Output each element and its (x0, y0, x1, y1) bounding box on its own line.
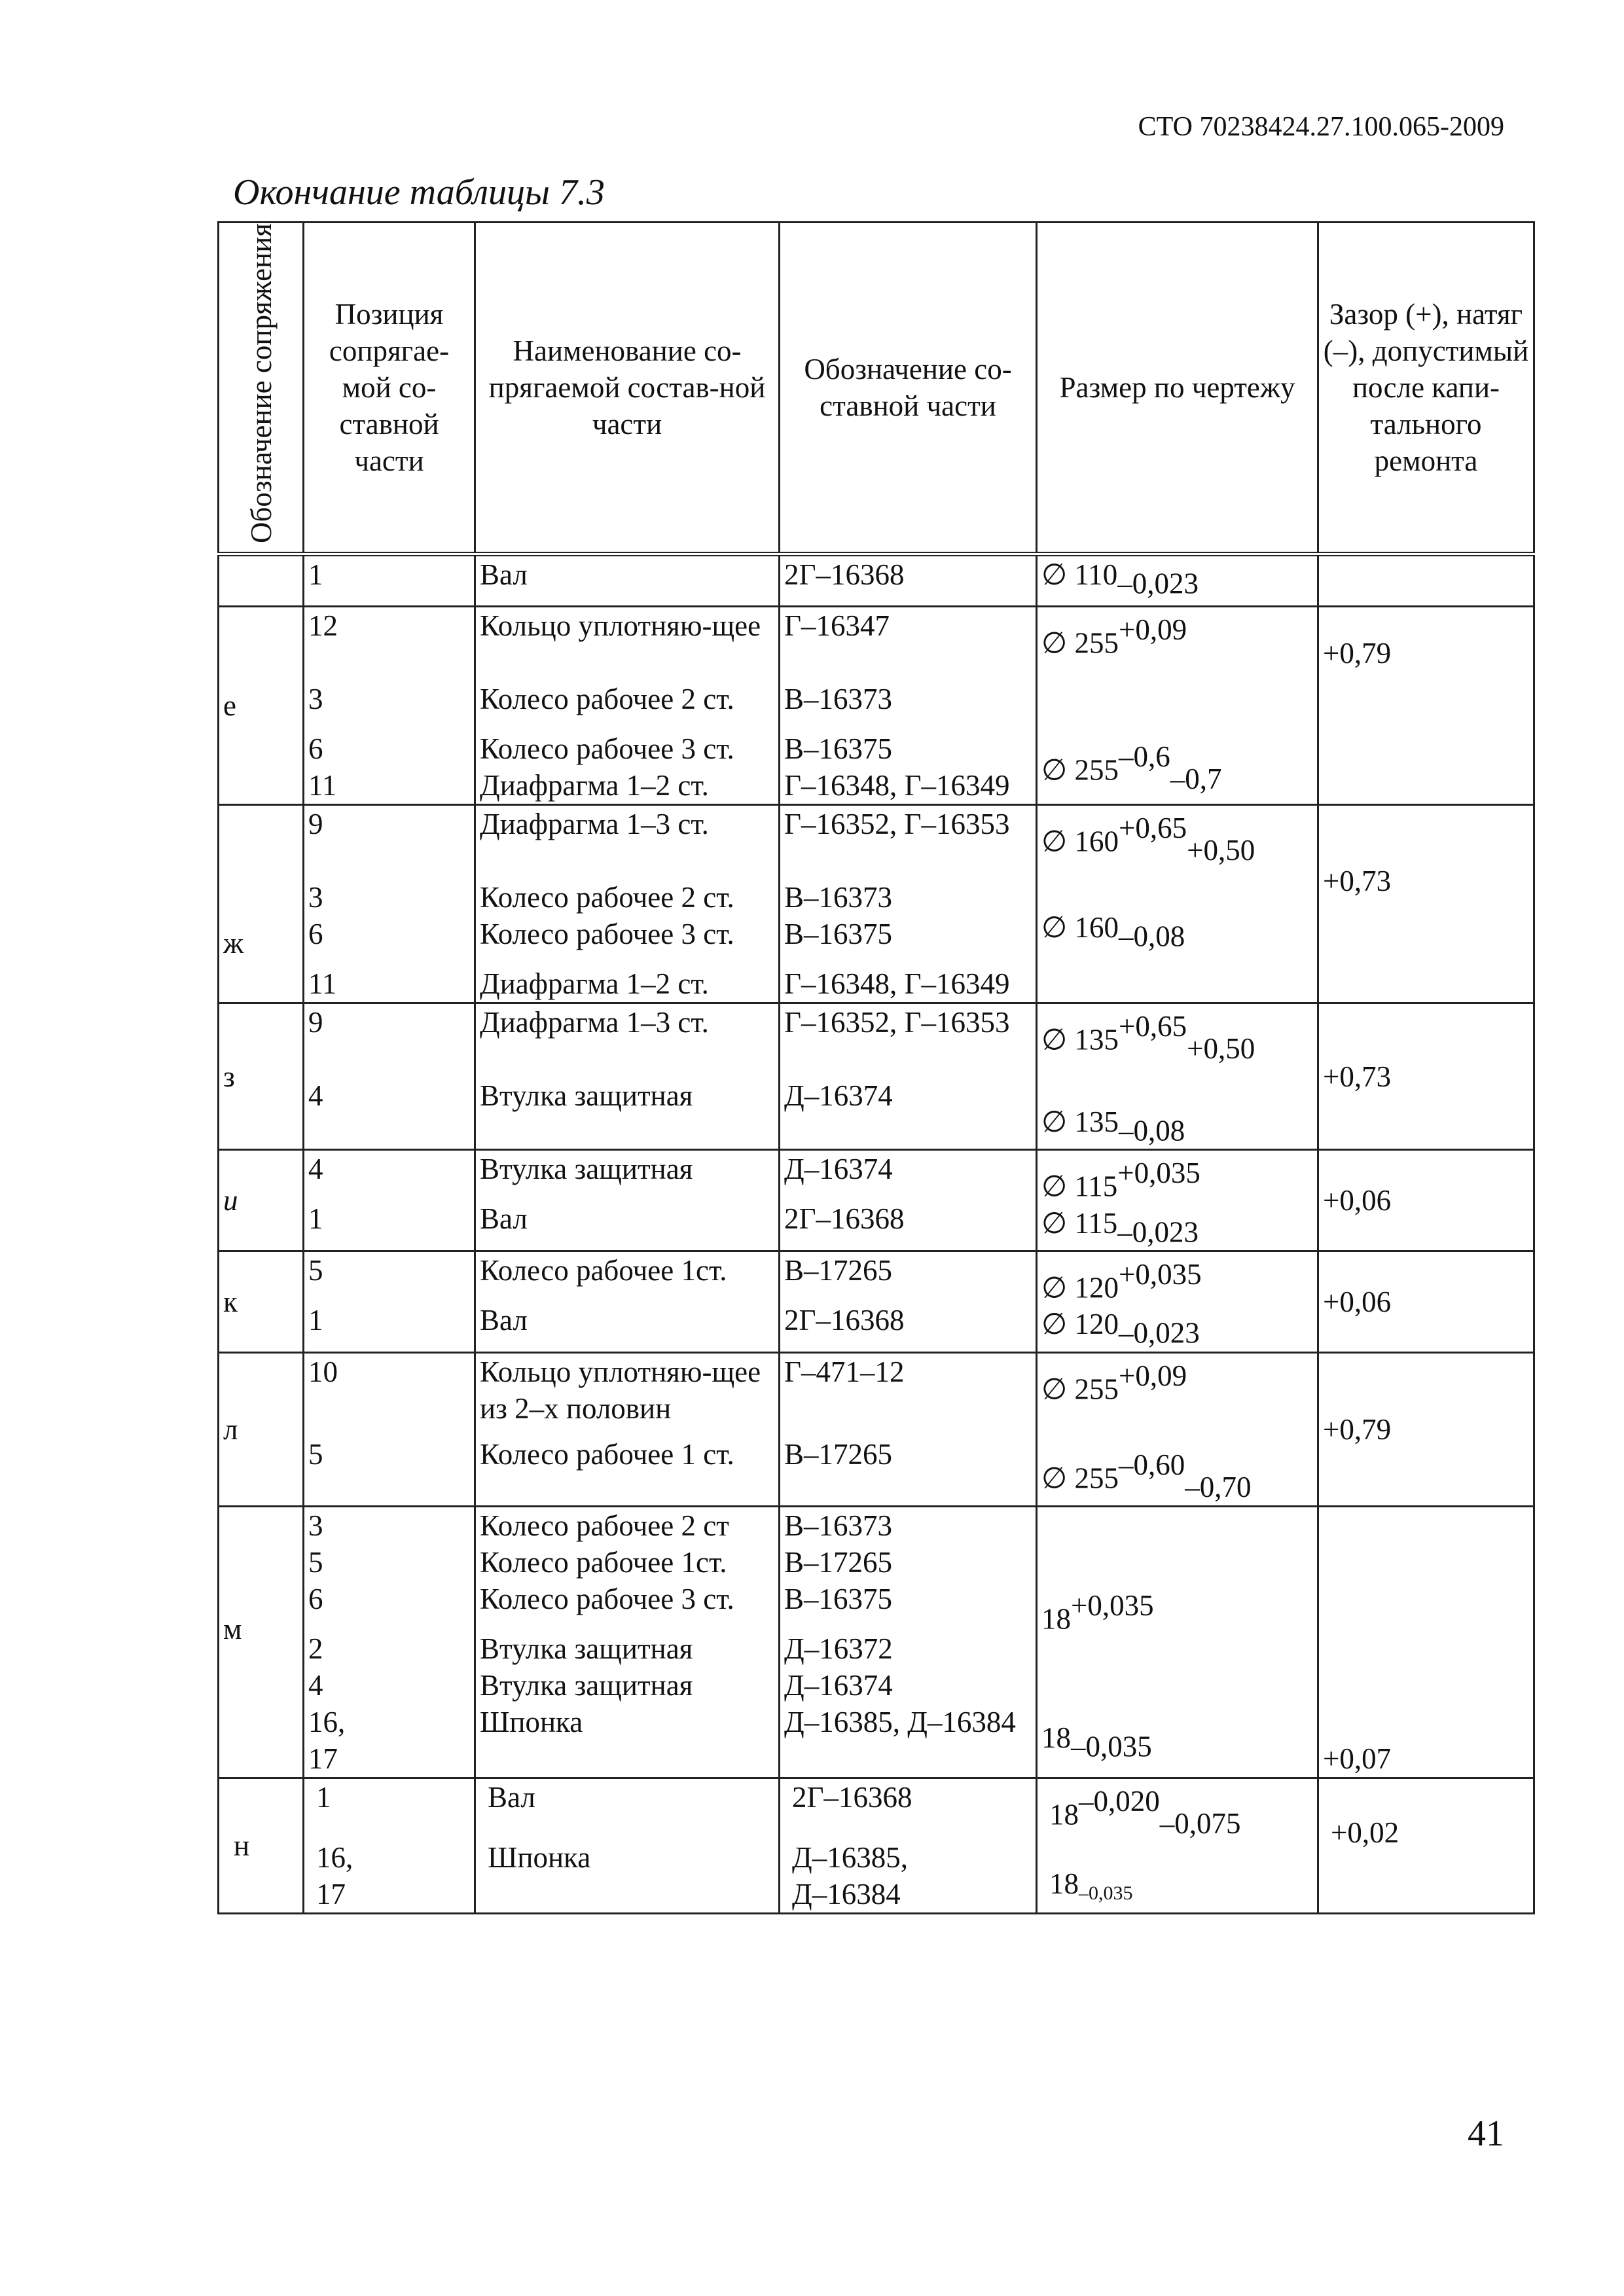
part-name-cell: Колесо рабочее 1ст. Вал (475, 1251, 780, 1353)
size-cell: ∅ 115+0,035 ∅ 115–0,023 (1037, 1150, 1318, 1251)
table-row (219, 1003, 1534, 1150)
header-mating-designation: Обозначение сопряжения (219, 223, 304, 554)
page-number: 41 (1468, 2113, 1504, 2154)
mating-label: ж (219, 805, 304, 1003)
size-cell: 18+0,035 18–0,035 (1037, 1506, 1318, 1778)
size-cell: ∅ 135+0,65+0,50 ∅ 135–0,08 (1037, 1003, 1318, 1150)
clearance-cell: +0,79 (1318, 607, 1534, 805)
part-name-cell: Вал Шпонка (475, 1778, 780, 1913)
part-name-cell: Колесо рабочее 2 ст Колесо рабочее 1ст. Колесо рабочее 3 ст. Втулка защитная Втулка защитная Шпонка (475, 1506, 780, 1778)
mating-label: з (219, 1003, 304, 1150)
table-row (219, 805, 1534, 1003)
clearance-cell: +0,07 (1318, 1506, 1534, 1778)
size-cell: ∅ 255+0,09 ∅ 255–0,60–0,70 (1037, 1352, 1318, 1506)
mating-label: к (219, 1251, 304, 1353)
size-cell: 18–0,020–0,075 $18_{-0,035}$ (1037, 1778, 1318, 1913)
mating-parts-table (217, 221, 1535, 1914)
part-code-cell: Г–471–12 В–17265 (780, 1352, 1037, 1506)
part-code-cell: Д–16374 2Г–16368 (780, 1150, 1037, 1251)
size-cell: ∅ 120+0,035 ∅ 120–0,023 (1037, 1251, 1318, 1353)
size-cell: ∅ 110–0,023 (1037, 554, 1318, 607)
part-code-cell: Г–16352, Г–16353 Д–16374 (780, 1003, 1037, 1150)
header-part-name: Наименование со-прягаемой состав-ной части (475, 223, 780, 554)
clearance-cell: +0,79 (1318, 1352, 1534, 1506)
table-row (219, 1352, 1534, 1506)
header-clearance: Зазор (+), натяг (–), допустимый после капи-тального ремонта (1318, 223, 1534, 554)
position-cell: 12 3 6 11 (304, 607, 475, 805)
position-cell: 4 1 (304, 1150, 475, 1251)
part-code-cell: 2Г–16368 Д–16385, Д–16384 (780, 1778, 1037, 1913)
document-code: СТО 70238424.27.100.065-2009 (1138, 112, 1504, 142)
part-code-cell: Г–16352, Г–16353 В–16373 В–16375 Г–16348, Г–16349 (780, 805, 1037, 1003)
size-cell: ∅ 255+0,09 ∅ 255–0,6–0,7 (1037, 607, 1318, 805)
mating-label: и (219, 1150, 304, 1251)
table-row (219, 1251, 1534, 1353)
part-name-cell: Диафрагма 1–3 ст. Втулка защитная (475, 1003, 780, 1150)
part-code-cell: В–17265 2Г–16368 (780, 1251, 1037, 1353)
clearance-cell: +0,02 (1318, 1778, 1534, 1913)
header-part-designation: Обозначение со-ставной части (780, 223, 1037, 554)
clearance-cell (1318, 554, 1534, 607)
part-code-cell: В–16373 В–17265 В–16375 Д–16372 Д–16374 Д–16385, Д–16384 (780, 1506, 1037, 1778)
table-caption: Окончание таблицы 7.3 (233, 172, 605, 213)
position-cell: 9 3 6 11 (304, 805, 475, 1003)
mating-label: м (219, 1506, 304, 1778)
clearance-cell: +0,06 (1318, 1251, 1534, 1353)
part-name-cell: Вал (475, 554, 780, 607)
clearance-cell: +0,06 (1318, 1150, 1534, 1251)
position-cell: 1 16, 17 (304, 1778, 475, 1913)
mating-label: н (219, 1778, 304, 1913)
mating-label (219, 554, 304, 607)
part-name-cell: Диафрагма 1–3 ст. Колесо рабочее 2 ст. Колесо рабочее 3 ст. Диафрагма 1–2 ст. (475, 805, 780, 1003)
table-row (219, 1778, 1534, 1913)
table-header-row (219, 223, 1534, 554)
table-row (219, 1506, 1534, 1778)
mating-label: л (219, 1352, 304, 1506)
position-cell: 9 4 (304, 1003, 475, 1150)
position-cell: 5 1 (304, 1251, 475, 1353)
part-code-cell: Г–16347 В–16373 В–16375 Г–16348, Г–16349 (780, 607, 1037, 805)
table-row (219, 1150, 1534, 1251)
mating-label: е (219, 607, 304, 805)
header-position: Позиция сопрягае-мой со-ставной части (304, 223, 475, 554)
clearance-cell: +0,73 (1318, 1003, 1534, 1150)
part-name-cell: Кольцо уплотняю-щее из 2–х половин Колесо рабочее 1 ст. (475, 1352, 780, 1506)
part-name-cell: Втулка защитная Вал (475, 1150, 780, 1251)
table-row (219, 554, 1534, 607)
position-cell: 10 5 (304, 1352, 475, 1506)
table-row (219, 607, 1534, 805)
header-drawing-size: Размер по чертежу (1037, 223, 1318, 554)
size-cell: ∅ 160+0,65+0,50 ∅ 160–0,08 (1037, 805, 1318, 1003)
position-cell: 3 5 6 2 4 16, 17 (304, 1506, 475, 1778)
part-code-cell: 2Г–16368 (780, 554, 1037, 607)
part-name-cell: Кольцо уплотняю-щее Колесо рабочее 2 ст. Колесо рабочее 3 ст. Диафрагма 1–2 ст. (475, 607, 780, 805)
clearance-cell: +0,73 (1318, 805, 1534, 1003)
position-cell: 1 (304, 554, 475, 607)
